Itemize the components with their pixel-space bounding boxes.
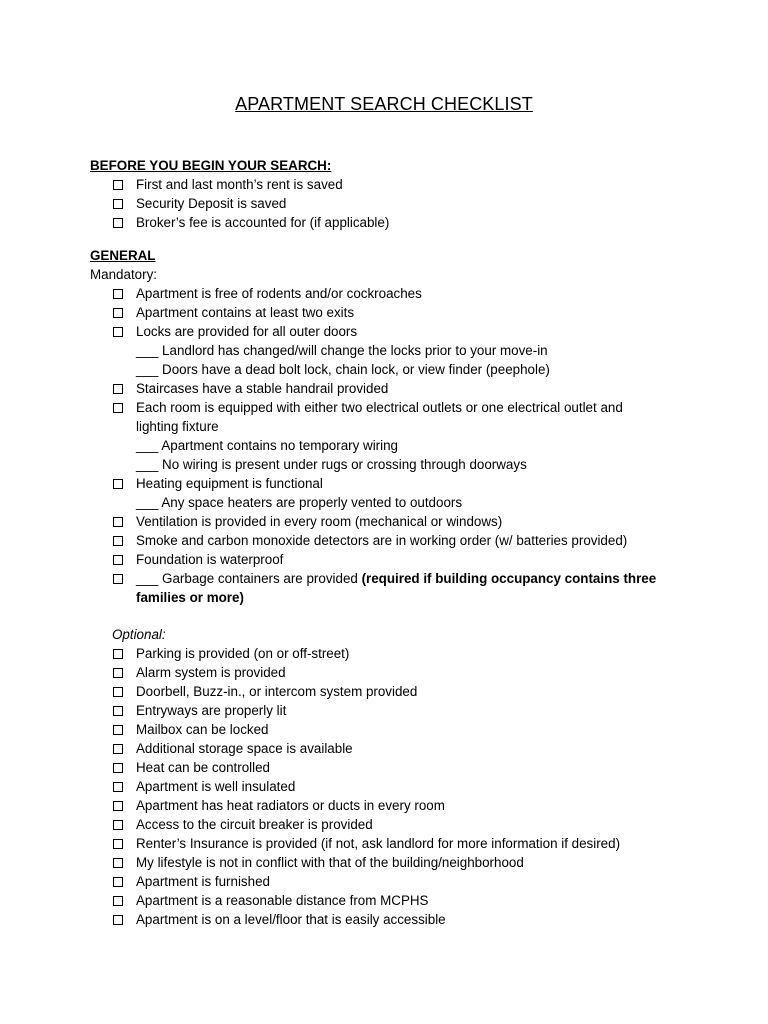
checklist-item: Apartment is on a level/floor that is easily accessible <box>136 912 446 927</box>
checkbox-outer-locks[interactable] <box>113 327 123 337</box>
section-heading-general: GENERAL <box>90 248 156 263</box>
checklist-item: Foundation is waterproof <box>136 552 284 567</box>
checkbox-furnished[interactable] <box>113 877 123 887</box>
checklist-item: Apartment is furnished <box>136 874 270 889</box>
checklist-item: Smoke and carbon monoxide detectors are in working order (w/ batteries provided) <box>136 533 628 548</box>
checkbox-parking[interactable] <box>113 649 123 659</box>
checkbox-heat-control[interactable] <box>113 763 123 773</box>
checklist-subitem: ___ Any space heaters are properly vented to outdoors <box>136 495 463 510</box>
checklist-item: Locks are provided for all outer doors <box>136 324 358 339</box>
checklist-item: Apartment has heat radiators or ducts in every room <box>136 798 445 813</box>
checklist-subitem: ___ Apartment contains no temporary wiring <box>136 438 398 453</box>
checkbox-handrail[interactable] <box>113 384 123 394</box>
checklist-item: Entryways are properly lit <box>136 703 287 718</box>
checklist-item: Broker’s fee is accounted for (if applicable) <box>136 215 390 230</box>
checklist-item-continued: families or more) <box>136 590 244 605</box>
checkbox-foundation[interactable] <box>113 555 123 565</box>
checkbox-heating[interactable] <box>113 479 123 489</box>
checklist-subitem: ___ Doors have a dead bolt lock, chain lock, or view finder (peephole) <box>136 362 550 377</box>
checkbox-insulated[interactable] <box>113 782 123 792</box>
checkbox-renters-insurance[interactable] <box>113 839 123 849</box>
checkbox-no-rodents[interactable] <box>113 289 123 299</box>
checklist-item: Parking is provided (on or off-street) <box>136 646 350 661</box>
checklist-item: Doorbell, Buzz-in., or intercom system provided <box>136 684 418 699</box>
checklist-subitem: ___ Landlord has changed/will change the locks prior to your move-in <box>136 343 548 358</box>
checklist-item: Apartment is well insulated <box>136 779 296 794</box>
checklist-item: Security Deposit is saved <box>136 196 287 211</box>
checkbox-two-exits[interactable] <box>113 308 123 318</box>
checkbox-deposit-saved[interactable] <box>113 199 123 209</box>
checklist-item-garbage <box>136 569 656 588</box>
checkbox-ventilation[interactable] <box>113 517 123 527</box>
checkbox-smoke-detectors[interactable] <box>113 536 123 546</box>
checkbox-mailbox[interactable] <box>113 725 123 735</box>
checklist-item: Apartment contains at least two exits <box>136 305 355 320</box>
checklist-item: First and last month’s rent is saved <box>136 177 343 192</box>
checklist-item: Each room is equipped with either two electrical outlets or one electrical outlet and <box>136 400 623 415</box>
page-title: APARTMENT SEARCH CHECKLIST <box>235 94 533 114</box>
checkbox-garbage[interactable] <box>113 574 123 584</box>
checkbox-doorbell[interactable] <box>113 687 123 697</box>
checkbox-storage[interactable] <box>113 744 123 754</box>
checkbox-accessible-floor[interactable] <box>113 915 123 925</box>
checklist-item: Renter’s Insurance is provided (if not, ask landlord for more information if desired) <box>136 836 621 851</box>
checkbox-lifestyle[interactable] <box>113 858 123 868</box>
checklist-item: Additional storage space is available <box>136 741 353 756</box>
section-heading-before: BEFORE YOU BEGIN YOUR SEARCH: <box>90 158 332 173</box>
checklist-item: Heat can be controlled <box>136 760 270 775</box>
checklist-subitem: ___ No wiring is present under rugs or crossing through doorways <box>136 457 527 472</box>
optional-label: Optional: <box>112 627 166 642</box>
garbage-text: ___ Garbage containers are provided <box>136 571 362 586</box>
checkbox-alarm[interactable] <box>113 668 123 678</box>
checklist-item-continued: lighting fixture <box>136 419 219 434</box>
garbage-note: (required if building occupancy contains three <box>361 571 657 586</box>
checklist-item: Mailbox can be locked <box>136 722 269 737</box>
checkbox-entryways[interactable] <box>113 706 123 716</box>
checkbox-distance[interactable] <box>113 896 123 906</box>
checkbox-circuit-breaker[interactable] <box>113 820 123 830</box>
checklist-item: Heating equipment is functional <box>136 476 323 491</box>
checklist-item: Access to the circuit breaker is provided <box>136 817 373 832</box>
checklist-item: Apartment is free of rodents and/or cockroaches <box>136 286 422 301</box>
checklist-item: Alarm system is provided <box>136 665 286 680</box>
mandatory-label: Mandatory: <box>90 267 157 282</box>
checklist-item: Apartment is a reasonable distance from MCPHS <box>136 893 429 908</box>
checklist-item: Ventilation is provided in every room (mechanical or windows) <box>136 514 503 529</box>
checkbox-rent-saved[interactable] <box>113 180 123 190</box>
checkbox-broker-fee[interactable] <box>113 218 123 228</box>
checklist-item: My lifestyle is not in conflict with that of the building/neighborhood <box>136 855 524 870</box>
checklist-item: Staircases have a stable handrail provided <box>136 381 389 396</box>
checkbox-outlets[interactable] <box>113 403 123 413</box>
checkbox-radiators[interactable] <box>113 801 123 811</box>
